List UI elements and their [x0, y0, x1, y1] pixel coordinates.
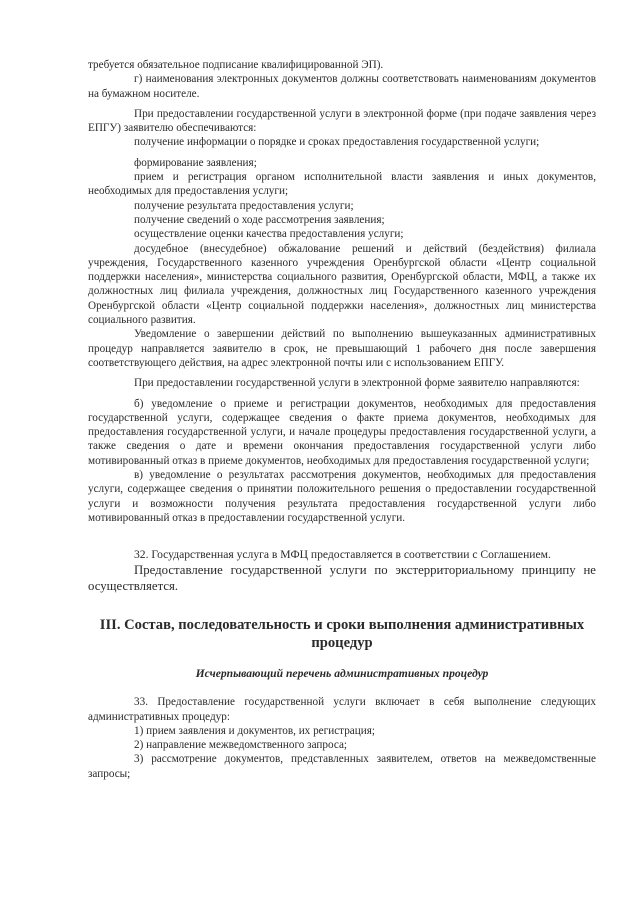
paragraph-item-v: в) уведомление о результатах рассмотрения документов, необходимых для предоставления услуги, содержащее сведения о принятии положительного решения о предоставлении государственной услуги и возможности получения результата предоставления государственной услуги либо мотивированный отказ в предоставлении государственной услуги.	[88, 469, 596, 524]
paragraph-notification: Уведомление о завершении действий по выполнению вышеуказанных административных процедур направляется заявителю в срок, не превышающий 1 рабочего дня после завершения соответствующего действия, на адрес электронной почты или с использованием ЕПГУ.	[88, 328, 596, 369]
list-item-quality: осуществление оценки качества предоставления услуги;	[134, 228, 404, 241]
section-heading: III. Состав, последовательность и сроки выполнения административных процедур	[99, 617, 585, 652]
paragraph-33: 33. Предоставление государственной услуги включает в себя выполнение следующих административных процедур:	[88, 696, 596, 723]
list-item-result: получение результата предоставления услуги;	[134, 199, 354, 212]
paragraph-32: 32. Государственная услуга в МФЦ предоставляется в соответствии с Соглашением.	[134, 548, 551, 562]
procedure-item-2: 2) направление межведомственного запроса;	[134, 739, 348, 752]
paragraph-item-g: г) наименования электронных документов должны соответствовать наименованиям документов на бумажном носителе.	[88, 73, 596, 100]
list-item-reception: прием и регистрация органом исполнительной власти заявления и иных документов, необходимых для предоставления услуги;	[88, 171, 596, 198]
document-body	[88, 58, 596, 781]
list-item-info: получение информации о порядке и сроках предоставления государственной услуги;	[134, 136, 540, 149]
list-item-appeal: досудебное (внесудебное) обжалование решений и действий (бездействия) филиала учреждения, Государственного казенного учреждения Оренбургской области «Центр социальной поддержки населения», министерства социального развития, Оренбургской области, МФЦ, а также их должностных лиц филиала учреждения, должностных лиц Государственного казенного учреждения Оренбургской области «Центр социальной поддержки населения», должностных лиц министерства социального развития.	[88, 242, 596, 327]
paragraph-ep-signature: требуется обязательное подписание квалифицированной ЭП).	[88, 59, 384, 71]
paragraph-sent-to-applicant: При предоставлении государственной услуги в электронной форме заявителю направляются:	[134, 377, 580, 390]
paragraph-electronic-form-intro: При предоставлении государственной услуги в электронной форме (при подаче заявления через ЕПГУ) заявителю обеспечиваются:	[88, 107, 596, 135]
procedure-item-1: 1) прием заявления и документов, их регистрация;	[134, 724, 375, 737]
paragraph-item-b: б) уведомление о приеме и регистрации документов, необходимых для предоставления государственной услуги, содержащее сведения о факте приема документов, необходимых для предоставления государственной услуги, и начале процедуры предоставления государственной услуги, а также сведения о дате и времени окончания предоставления государственной услуги либо мотивированный отказ в приеме документов, необходимых для предоставления государственной услуги;	[88, 397, 596, 467]
procedure-item-3: 3) рассмотрение документов, представленных заявителем, ответов на межведомственные запросы;	[88, 753, 596, 780]
list-item-status: получение сведений о ходе рассмотрения заявления;	[134, 213, 385, 226]
list-item-application-form: формирование заявления;	[134, 156, 257, 169]
subheading: Исчерпывающий перечень административных процедур	[195, 667, 489, 681]
paragraph-extraterritorial: Предоставление государственной услуги по экстерриториальному принципу не осуществляется.	[88, 563, 596, 594]
